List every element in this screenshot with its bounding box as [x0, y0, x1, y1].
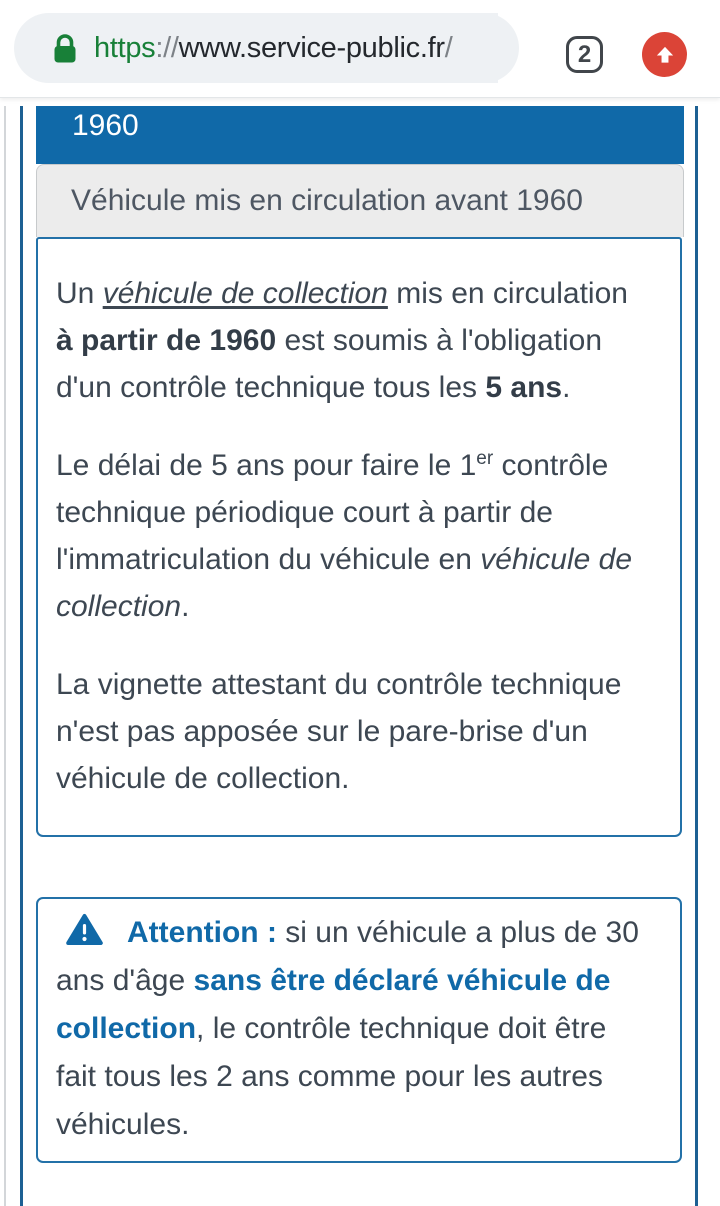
text-line [56, 583, 680, 630]
text-segment: fait tous les 2 ans comme pour les autres [56, 1060, 603, 1093]
text-line [56, 755, 680, 802]
text-segment: d'un contrôle technique tous les [56, 371, 486, 404]
text-segment: , le contrôle technique doit être [196, 1012, 607, 1045]
text-line [56, 442, 680, 489]
definition-link[interactable]: véhicule de collection [102, 277, 388, 310]
paragraph [56, 442, 680, 630]
url-host: www.service-public.fr [178, 32, 445, 64]
url-fade-overlay [452, 13, 498, 83]
section-left-border [20, 106, 23, 1206]
lock-icon [52, 33, 78, 64]
text-segment: Un [56, 277, 103, 310]
arrow-up-icon [652, 42, 678, 68]
text-segment: Attention : [127, 916, 277, 949]
browser-toolbar [0, 0, 720, 98]
text-segment: collection [56, 590, 182, 623]
text-segment: n'est pas apposée sur le pare-brise d'un [56, 715, 588, 748]
text-line [56, 909, 680, 957]
tab-vehicule-a-partir-de-1960[interactable] [36, 106, 684, 164]
text-segment: mis en circulation [387, 277, 628, 310]
inactive-tab-label: Véhicule mis en circulation avant 1960 [71, 184, 583, 217]
url-separator: :// [155, 32, 179, 64]
url-text [94, 13, 498, 83]
address-bar[interactable] [14, 13, 519, 83]
paragraph [56, 909, 680, 1149]
text-segment: à partir de 1960 [56, 324, 277, 357]
url-scheme: https [94, 32, 156, 64]
text-line [56, 708, 680, 755]
text-segment: . [181, 590, 190, 623]
tab-vehicule-avant-1960[interactable] [36, 164, 684, 237]
text-line [56, 661, 680, 708]
text-line [56, 364, 680, 411]
text-line [56, 1053, 680, 1101]
update-notification-button[interactable] [642, 32, 687, 77]
attention-callout [36, 897, 682, 1163]
text-segment: véhicules. [56, 1108, 190, 1141]
text-segment: sans être déclaré véhicule de [193, 964, 611, 997]
text-segment: er [476, 448, 494, 469]
text-segment: véhicule de [480, 543, 633, 576]
text-segment: . [562, 371, 571, 404]
tab-count: 2 [577, 40, 592, 68]
active-tab-visible-label: 1960 [72, 109, 139, 142]
warning-triangle-icon [66, 913, 103, 946]
text-segment: si un véhicule a plus de 30 [276, 916, 639, 949]
tab-panel-content [36, 237, 682, 837]
text-line [56, 536, 680, 583]
text-line [56, 270, 680, 317]
page-outer-left-rule [4, 106, 6, 1206]
paragraph [56, 661, 680, 802]
text-segment: contrôle [493, 449, 609, 482]
text-segment: Le délai de 5 ans pour faire le 1 [56, 449, 477, 482]
text-line [56, 1005, 680, 1053]
tab-switcher-button[interactable] [566, 36, 603, 73]
paragraph [56, 270, 680, 411]
text-segment: collection [56, 1012, 197, 1045]
text-segment: ans d'âge [56, 964, 194, 997]
text-segment: véhicule de collection. [56, 762, 350, 795]
text-line [56, 317, 680, 364]
text-segment: La vignette attestant du contrôle technique [56, 668, 622, 701]
text-line [56, 489, 680, 536]
section-right-border [695, 106, 698, 1206]
text-segment: technique périodique court à partir de [56, 496, 553, 529]
url-trailing: / [444, 32, 453, 64]
text-segment: est soumis à l'obligation [276, 324, 603, 357]
text-line [56, 1101, 680, 1149]
text-segment: l'immatriculation du véhicule en [56, 543, 481, 576]
text-line [56, 957, 680, 1005]
text-segment: 5 ans [485, 371, 563, 404]
